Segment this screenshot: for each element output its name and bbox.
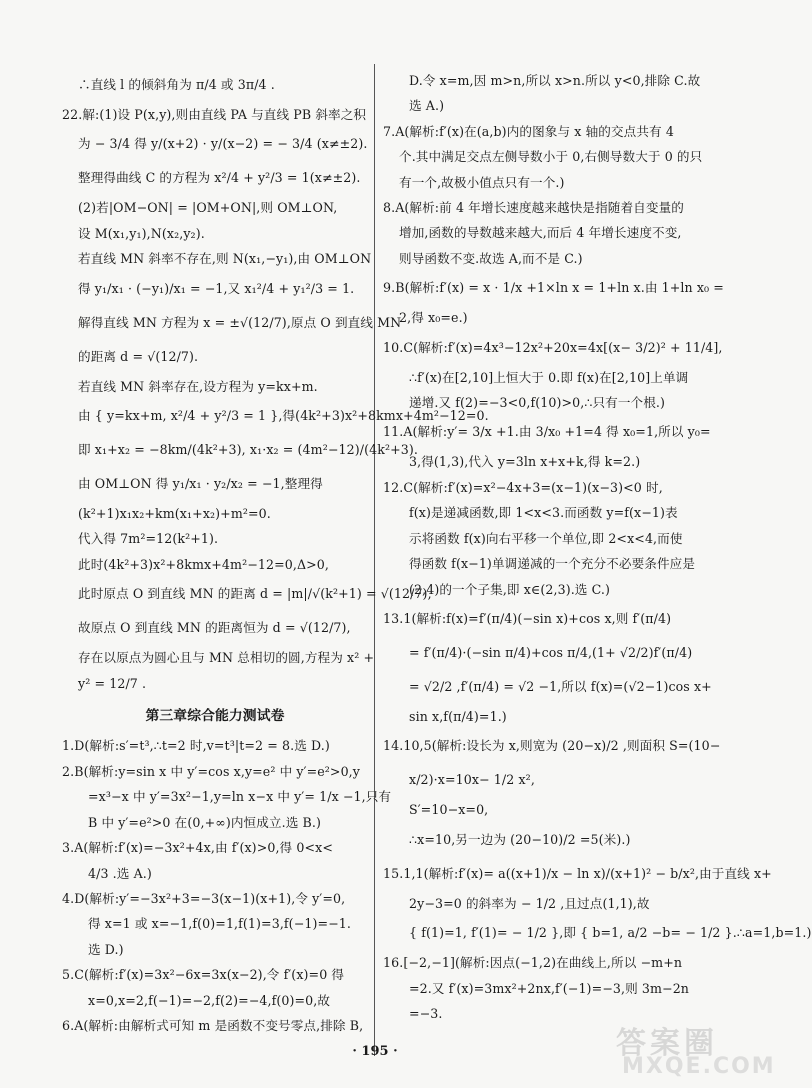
text-line: 则导函数不变.故选 A,而不是 C.): [399, 250, 583, 266]
text-line: 此时原点 O 到直线 MN 的距离 d = |m|/√(k²+1) = √(12/7),: [78, 586, 432, 602]
text-line: 得函数 f(x−1)单调递减的一个充分不必要条件应是: [409, 556, 696, 572]
text-line: 16.[−2,−1](解析:因点(−1,2)在曲线上,所以 −m+n: [383, 955, 683, 971]
right-column: [383, 68, 812, 1026]
text-line: 15.1,1(解析:f′(x)= a((x+1)/x − ln x)/(x+1)² − b/x²,由于直线 x+: [383, 865, 772, 881]
text-line: 由 OM⊥ON 得 y₁/x₁ · y₂/x₂ = −1,整理得: [78, 476, 323, 492]
text-line: 4.D(解析:y′=−3x²+3=−3(x−1)(x+1),令 y′=0,: [62, 890, 346, 906]
text-line: 递增.又 f(2)=−3<0,f(10)>0,∴只有一个根.): [409, 395, 666, 411]
text-line: 2y−3=0 的斜率为 − 1/2 ,且过点(1,1),故: [409, 895, 650, 911]
text-line: 9.B(解析:f′(x) = x · 1/x +1×ln x = 1+ln x.由 1+ln x₀ =: [383, 280, 724, 296]
text-line: 14.10,5(解析:设长为 x,则宽为 (20−x)/2 ,则面积 S=(10−: [383, 738, 721, 754]
text-line: 整理得曲线 C 的方程为 x²/4 + y²/3 = 1(x≠±2).: [78, 170, 361, 186]
text-line: 22.解:(1)设 P(x,y),则由直线 PA 与直线 PB 斜率之积: [62, 107, 367, 122]
section-title: 第三章综合能力测试卷: [145, 708, 285, 725]
text-line: f(x)是递减函数,即 1<x<3.而函数 y=f(x−1)表: [409, 505, 678, 521]
text-line: = √2/2 ,f′(π/4) = √2 −1,所以 f(x)=(√2−1)cos x+: [409, 678, 712, 694]
text-line: sin x,f(π/4)=1.): [409, 708, 507, 724]
text-line: (2)若|OM−ON| = |OM+ON|,则 OM⊥ON,: [78, 200, 338, 216]
text-line: 选 A.): [409, 98, 445, 114]
watermark-cn: 答案圈: [616, 1026, 718, 1061]
text-line: 即 x₁+x₂ = −8km/(4k²+3), x₁·x₂ = (4m²−12)/(4k²+3).: [78, 442, 418, 458]
text-line: 得 x=1 或 x=−1,f(0)=1,f(1)=3,f(−1)=−1.: [88, 916, 351, 932]
text-line: 6.A(解析:由解析式可知 m 是函数不变号零点,排除 B,: [62, 1017, 364, 1033]
text-line: (k²+1)x₁x₂+km(x₁+x₂)+m²=0.: [78, 506, 271, 522]
text-line: 设 M(x₁,y₁),N(x₂,y₂).: [78, 225, 205, 241]
text-line: ∴f′(x)在[2,10]上恒大于 0.即 f(x)在[2,10]上单调: [409, 369, 689, 385]
text-line: =−3.: [409, 1005, 443, 1021]
text-line: x/2)·x=10x− 1/2 x²,: [409, 772, 535, 788]
text-line: 故原点 O 到直线 MN 的距离恒为 d = √(12/7),: [78, 620, 351, 636]
text-line: =x³−x 中 y′=3x²−1,y=ln x−x 中 y′= 1/x −1,只有: [88, 789, 392, 805]
text-line: 选 D.): [88, 941, 124, 957]
text-line: 1.D(解析:s′=t³,∴t=2 时,v=t³|t=2 = 8.选 D.): [62, 738, 330, 754]
text-line: (2,4)的一个子集,即 x∈(2,3).选 C.): [409, 581, 611, 597]
text-line: 5.C(解析:f′(x)=3x²−6x=3x(x−2),令 f′(x)=0 得: [62, 967, 345, 983]
text-line: 2,得 x₀=e.): [399, 310, 468, 326]
text-line: 此时(4k²+3)x²+8kmx+4m²−12=0,Δ>0,: [78, 556, 330, 572]
text-line: 解得直线 MN 方程为 x = ±√(12/7),原点 O 到直线 MN: [78, 314, 402, 330]
text-line: 若直线 MN 斜率不存在,则 N(x₁,−y₁),由 OM⊥ON: [78, 251, 372, 267]
text-line: 有一个,故极小值点只有一个.): [399, 174, 565, 190]
text-line: x=0,x=2,f(−1)=−2,f(2)=−4,f(0)=0,故: [88, 992, 331, 1008]
text-line: 存在以原点为圆心且与 MN 总相切的圆,方程为 x² +: [78, 650, 375, 666]
text-line: y² = 12/7 .: [78, 675, 147, 691]
text-line: 增加,函数的导数越来越大,而后 4 年增长速度不变,: [399, 225, 682, 241]
text-line: 3.A(解析:f′(x)=−3x²+4x,由 f′(x)>0,得 0<x<: [62, 840, 333, 856]
text-line: 12.C(解析:f′(x)=x²−4x+3=(x−1)(x−3)<0 时,: [383, 479, 663, 495]
text-line: 2.B(解析:y=sin x 中 y′=cos x,y=e² 中 y′=e²>0,y: [62, 763, 361, 779]
text-line: ∴x=10,另一边为 (20−10)/2 =5(米).): [409, 831, 631, 847]
text-line: 若直线 MN 斜率存在,设方程为 y=kx+m.: [78, 378, 318, 394]
text-line: 10.C(解析:f′(x)=4x³−12x²+20x=4x[(x− 3/2)² + 11/4],: [383, 339, 723, 355]
text-line: 为 − 3/4 得 y/(x+2) · y/(x−2) = − 3/4 (x≠±2).: [78, 136, 368, 152]
text-line: 13.1(解析:f(x)=f′(π/4)(−sin x)+cos x,则 f′(π/4): [383, 610, 672, 626]
text-line: S′=10−x=0,: [409, 802, 489, 818]
text-line: 7.A(解析:f′(x)在(a,b)内的图象与 x 轴的交点共有 4: [383, 123, 674, 139]
watermark-en: MXQE.COM: [622, 1054, 776, 1079]
text-line: 得 y₁/x₁ · (−y₁)/x₁ = −1,又 x₁²/4 + y₁²/3 = 1.: [78, 280, 355, 296]
text-line: 的距离 d = √(12/7).: [78, 348, 199, 364]
text-line: { f(1)=1, f′(1)= − 1/2 },即 { b=1, a/2 −b= − 1/2 }.∴a=1,b=1.): [409, 925, 812, 941]
text-line: = f′(π/4)·(−sin π/4)+cos π/4,(1+ √2/2)f′(π/4): [409, 644, 693, 660]
text-line: 由 { y=kx+m, x²/4 + y²/3 = 1 },得(4k²+3)x²+8kmx+4m²−12=0.: [78, 408, 489, 424]
text-line: 代入得 7m²=12(k²+1).: [78, 531, 219, 547]
text-line: 示将函数 f(x)向右平移一个单位,即 2<x<4,而使: [409, 530, 683, 546]
text-line: B 中 y′=e²>0 在(0,+∞)内恒成立.选 B.): [88, 814, 321, 830]
text-line: =2.又 f′(x)=3mx²+2nx,f′(−1)=−3,则 3m−2n: [409, 980, 690, 996]
text-line: ∴直线 l 的倾斜角为 π/4 或 3π/4 .: [78, 77, 275, 92]
text-line: 4/3 .选 A.): [88, 865, 152, 881]
column-divider: [374, 64, 375, 1056]
page-number: · 195 ·: [352, 1044, 398, 1059]
text-line: 11.A(解析:y′= 3/x +1.由 3/x₀ +1=4 得 x₀=1,所以 y₀=: [383, 424, 711, 440]
text-line: D.令 x=m,因 m>n,所以 x>n.所以 y<0,排除 C.故: [409, 73, 701, 88]
watermark-logo: [608, 1012, 776, 1084]
text-line: 个.其中满足交点左侧导数小于 0,右侧导数大于 0 的只: [399, 149, 703, 165]
text-line: 8.A(解析:前 4 年增长速度越来越快是指随着自变量的: [383, 200, 684, 216]
text-line: 3,得(1,3),代入 y=3ln x+x+k,得 k=2.): [409, 454, 641, 470]
